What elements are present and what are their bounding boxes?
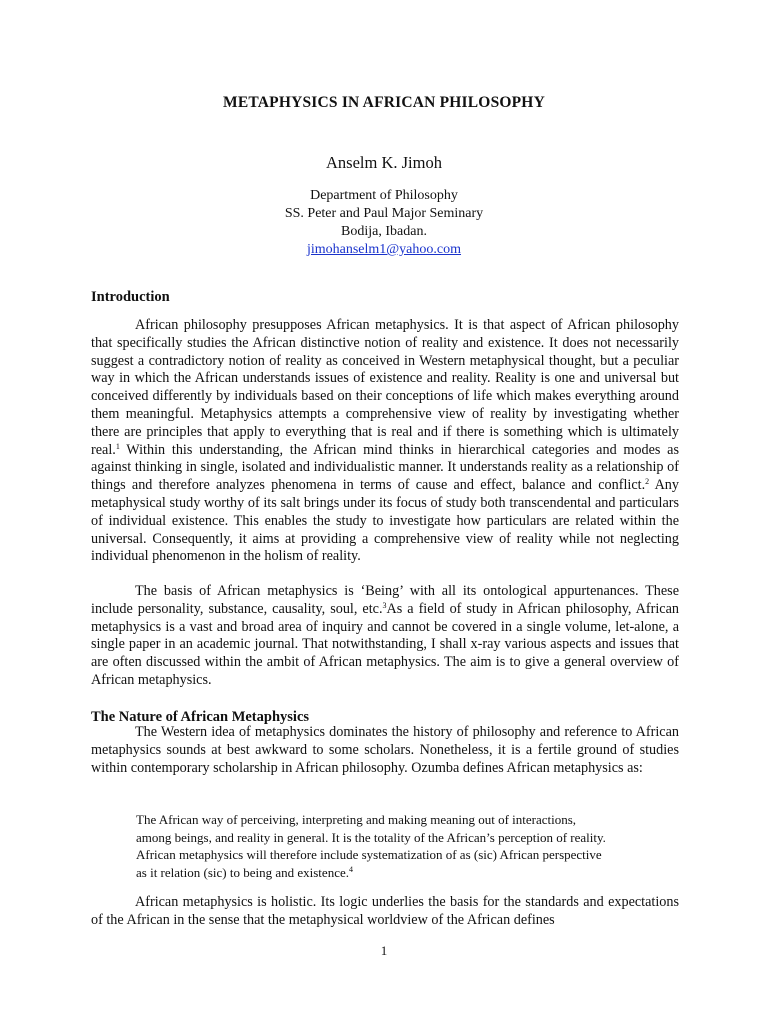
nature-paragraph-2: African metaphysics is holistic. Its logic underlies the basis for the standards and expectations of the African in the sense that the metaphysical worldview of the African defines: [91, 894, 679, 928]
affiliation-block: [0, 187, 768, 259]
text-run: Any metaphysical study worthy of its salt brings under its focus of study both transcendental and particulars of individual existence. This enables the study to investigate how particulars are related within the universal. Consequently, it aims at providing a comprehensive view of reality while not neglecting individual phenomenon in the holism of reality.: [91, 477, 679, 565]
quote-line: The African way of perceiving, interpreting and making meaning out of interactions,: [136, 812, 577, 827]
intro-paragraph-2: [91, 583, 679, 690]
footnote-marker[interactable]: 4: [348, 864, 353, 874]
block-quote: [136, 811, 636, 881]
institution: SS. Peter and Paul Major Seminary: [284, 206, 484, 221]
footnote-marker[interactable]: 1: [115, 441, 120, 451]
text-run: Within this understanding, the African mind thinks in hierarchical categories and modes as against thinking in single, isolated and individualistic manner. It understands reality as a relationship of things and therefore analyzes phenomena in terms of cause and effect, balance and conflict.: [91, 441, 679, 494]
page-number: 1: [380, 943, 388, 958]
quote-line: African metaphysics will therefore include systematization of as (sic) African perspective: [136, 847, 602, 862]
text-run: as it relation (sic) to being and existence.: [136, 864, 349, 880]
department: Department of Philosophy: [310, 188, 458, 203]
footnote-marker[interactable]: 3: [382, 600, 387, 610]
quote-line: [136, 864, 636, 882]
text-run: African philosophy presupposes African metaphysics. It is that aspect of African philosophy that specifically studies the African distinctive notion of reality and existence. It does not necessarily suggest a contradictory notion of reality as conceived in Western metaphysical thought, but a peculiar way in which the African understands issues of existence and reality. Reality is one and universal but conceived differently by individuals based on their conceptions of life which makes everything around them meaningful. Metaphysics attempts a comprehensive view of reality by investigating whether there are principles that apply to everything that is real and if there is something which is ultimately real.: [91, 317, 679, 458]
nature-paragraph-1: The Western idea of metaphysics dominates the history of philosophy and reference to African metaphysics sounds at best awkward to some scholars. Nonetheless, it is a fertile ground of studies within contemporary scholarship in African philosophy. Ozumba defines African metaphysics as:: [91, 724, 679, 776]
intro-paragraph-1: [91, 317, 679, 566]
author-name: Anselm K. Jimoh: [326, 153, 442, 172]
text-run: The basis of African metaphysics is ‘Being’ with all its ontological appurtenances. These include personality, substance, causality, soul, etc.: [91, 583, 679, 617]
location: Bodija, Ibadan.: [341, 224, 427, 239]
quote-line: among beings, and reality in general. It is the totality of the African’s perception of reality.: [136, 829, 606, 845]
section-heading-introduction: Introduction: [91, 289, 170, 305]
text-run: As a field of study in African philosophy, African metaphysics is a vast and broad area of inquiry and cannot be covered in a single volume, let-alone, a single paper in an academic journal. That notwithstanding, I shall x-ray various aspects and issues that are often discussed within the ambit of African metaphysics. The aim is to give a general overview of African metaphysics.: [91, 600, 679, 688]
email-link[interactable]: jimohanselm1@yahoo.com: [306, 242, 462, 257]
footnote-marker[interactable]: 2: [645, 477, 650, 487]
paper-title: METAPHYSICS IN AFRICAN PHILOSOPHY: [223, 94, 545, 111]
section-heading-nature: The Nature of African Metaphysics: [91, 709, 310, 725]
